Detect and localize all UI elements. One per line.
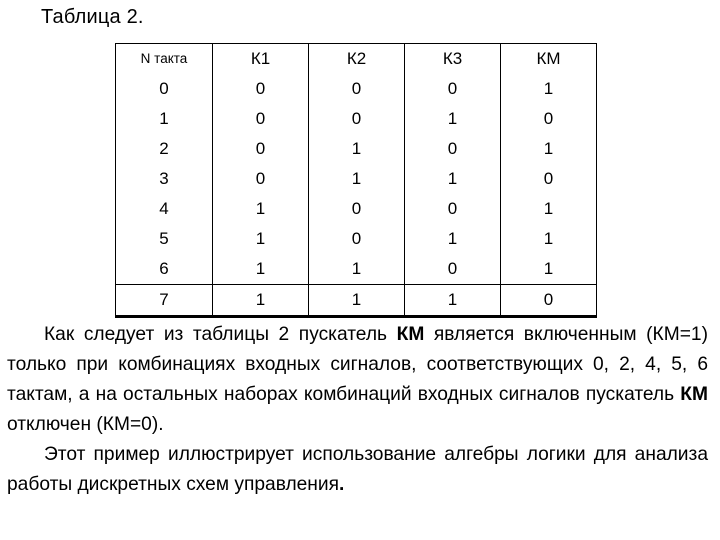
- header-k3: К3: [405, 44, 501, 75]
- cell-k1: 0: [213, 104, 309, 134]
- cell-step: 1: [116, 104, 213, 134]
- table-row: [116, 224, 597, 254]
- cell-step: 6: [116, 254, 213, 285]
- cell-k1: 0: [213, 74, 309, 104]
- truth-table: [115, 43, 597, 318]
- paragraph-summary: [7, 440, 708, 500]
- table-row: [116, 254, 597, 285]
- header-k2: К2: [309, 44, 405, 75]
- table-header-row: [116, 44, 597, 75]
- body-text: [7, 320, 708, 500]
- header-km: КМ: [501, 44, 597, 75]
- table-row: [116, 104, 597, 134]
- cell-k3: 1: [405, 164, 501, 194]
- cell-k3: 1: [405, 224, 501, 254]
- table-row: [116, 74, 597, 104]
- cell-km: 1: [501, 134, 597, 164]
- cell-step: 2: [116, 134, 213, 164]
- cell-k3: 0: [405, 74, 501, 104]
- cell-k2: 0: [309, 224, 405, 254]
- cell-step: 7: [116, 285, 213, 317]
- paragraph1-part3: отключен (КМ=0).: [7, 414, 164, 435]
- cell-step: 3: [116, 164, 213, 194]
- table-row: [116, 194, 597, 224]
- table-caption: Таблица 2.: [41, 6, 144, 28]
- table-row: [116, 134, 597, 164]
- cell-k1: 1: [213, 194, 309, 224]
- cell-k1: 0: [213, 134, 309, 164]
- cell-km: 1: [501, 74, 597, 104]
- cell-k2: 1: [309, 164, 405, 194]
- cell-k2: 1: [309, 285, 405, 317]
- cell-k2: 0: [309, 194, 405, 224]
- cell-k3: 0: [405, 194, 501, 224]
- table-row: [116, 164, 597, 194]
- header-k1: К1: [213, 44, 309, 75]
- cell-k3: 1: [405, 285, 501, 317]
- paragraph1-part1: Как следует из таблицы 2 пускатель: [44, 324, 397, 345]
- paragraph1-bold-km-2: КМ: [680, 384, 708, 405]
- cell-km: 0: [501, 104, 597, 134]
- paragraph1-bold-km-1: КМ: [396, 324, 425, 345]
- header-step-number: N такта: [116, 44, 213, 75]
- cell-k1: 0: [213, 164, 309, 194]
- cell-km: 1: [501, 254, 597, 285]
- cell-step: 5: [116, 224, 213, 254]
- paragraph1-part2: является включенным (КМ=1) только при комбинациях входных сигналов, соответствующих 0, 2, 4, 5, 6 тактам, а на остальных наборах комбинаций входных сигналов пускатель: [7, 324, 708, 405]
- paragraph-conclusion: [7, 320, 708, 440]
- cell-k1: 1: [213, 285, 309, 317]
- table-row: [116, 285, 597, 317]
- cell-km: 1: [501, 224, 597, 254]
- cell-step: 0: [116, 74, 213, 104]
- cell-k2: 0: [309, 104, 405, 134]
- paragraph2-end: .: [339, 474, 345, 495]
- cell-k2: 1: [309, 134, 405, 164]
- cell-k2: 0: [309, 74, 405, 104]
- cell-km: 0: [501, 285, 597, 317]
- cell-k1: 1: [213, 254, 309, 285]
- cell-k1: 1: [213, 224, 309, 254]
- cell-km: 1: [501, 194, 597, 224]
- cell-k2: 1: [309, 254, 405, 285]
- cell-step: 4: [116, 194, 213, 224]
- cell-km: 0: [501, 164, 597, 194]
- cell-k3: 0: [405, 254, 501, 285]
- cell-k3: 1: [405, 104, 501, 134]
- paragraph2-text: Этот пример иллюстрирует использование алгебры логики для анализа работы дискретных схем управления: [7, 444, 708, 495]
- cell-k3: 0: [405, 134, 501, 164]
